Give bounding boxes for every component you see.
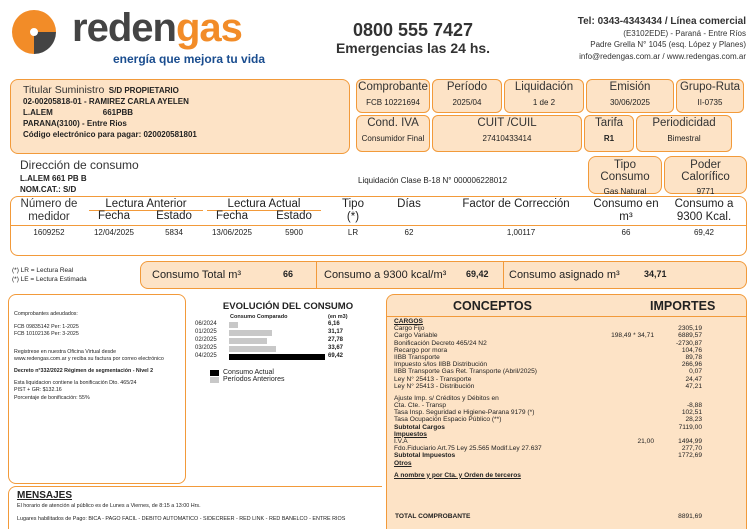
legend-anterior: Períodos Anteriores bbox=[223, 376, 285, 383]
concept-line bbox=[394, 340, 704, 347]
concept-value: 0,07 bbox=[689, 368, 702, 376]
h-dias: Días bbox=[397, 198, 421, 210]
tipo-consumo-box: Tipo Consumo Gas Natural bbox=[588, 156, 662, 194]
concept-value: 7119,00 bbox=[678, 423, 702, 431]
concept-value: 266,96 bbox=[681, 361, 702, 369]
info-label: Emisión bbox=[609, 81, 651, 93]
v-tipo: LR bbox=[347, 228, 359, 237]
evo-value: 69,42 bbox=[328, 353, 344, 359]
h-actual: Lectura Actual bbox=[207, 198, 321, 211]
concept-text: Tasa Ocupación Espacio Público (**) bbox=[394, 416, 502, 424]
concept-text: Ley N° 25413 - Distribución bbox=[394, 382, 475, 390]
concept-line bbox=[394, 409, 704, 416]
poder-calorifico-box: Poder Calorífico 9771 bbox=[664, 156, 747, 194]
concept-line bbox=[394, 452, 704, 459]
evo-row bbox=[195, 321, 385, 329]
concept-text: Impuestos bbox=[394, 430, 427, 438]
importes-title: IMPORTES bbox=[650, 299, 716, 313]
info-label: Período bbox=[446, 81, 488, 93]
evo-bar bbox=[229, 322, 238, 328]
total-comprobante-label: TOTAL COMPROBANTE bbox=[395, 513, 471, 520]
v-consumo-kcal: 69,42 bbox=[693, 228, 715, 237]
evo-row bbox=[195, 345, 385, 353]
hotline-phone: 0800 555 7427 bbox=[352, 20, 474, 40]
evo-bar bbox=[229, 330, 272, 336]
evo-value: 6,16 bbox=[328, 321, 340, 327]
info-cell-2 bbox=[584, 115, 634, 152]
concept-text: Cta. Cte. - Transp bbox=[394, 402, 447, 410]
brand-logo-icon bbox=[10, 8, 58, 56]
conceptos-title: CONCEPTOS bbox=[453, 299, 532, 313]
concept-text: Impuesto s/los IIBB Distribución bbox=[394, 361, 488, 369]
lectura-notes: (*) LR = Lectura Real (*) LE = Lectura Estimada bbox=[12, 267, 87, 283]
evo-value: 33,67 bbox=[328, 345, 344, 351]
evo-bar bbox=[229, 338, 267, 344]
h-tipo: Tipo (*) bbox=[342, 198, 364, 223]
h-consumo-m3: Consumo en m³ bbox=[593, 198, 659, 223]
left-info-box: Comprobantes adeudados: FCB 09835142 Per: 1-2025 FCB 10102136 Per: 3-2025 Registrese en nuestra Oficina Virtual desde www.redengas.com.ar y reciba su factura por correo electrónico Decreto n°332/2022 Régimen de segmentación - Nivel 2 Esta liquidacion contiene la bonificación Dto. 465/24 PIST + GR: $132.16 Porcentaje de bonificación: 55% bbox=[8, 294, 186, 484]
info-value: Consumidor Final bbox=[361, 134, 425, 143]
legend-anterior-swatch bbox=[210, 377, 219, 383]
evo-row bbox=[195, 329, 385, 337]
concept-text: IIBB Transporte bbox=[394, 353, 440, 361]
concept-value: 6889,57 bbox=[678, 332, 702, 340]
h-consumo-kcal: Consumo a 9300 Kcal. bbox=[674, 198, 734, 223]
concept-line bbox=[394, 325, 704, 332]
concept-value: 277,70 bbox=[681, 445, 702, 453]
concept-qty: 21,00 bbox=[637, 438, 654, 445]
info-value: 30/06/2025 bbox=[609, 98, 651, 107]
info-label: Periodicidad bbox=[652, 117, 716, 129]
concept-text: Otros bbox=[394, 459, 412, 467]
concept-value: 1772,69 bbox=[678, 452, 702, 460]
concept-text: Recargo por mora bbox=[394, 346, 448, 354]
info-cell-0 bbox=[356, 79, 430, 113]
legend-actual: Consumo Actual bbox=[223, 369, 274, 376]
titular-box: Titular Suministro S/D PROPIETARIO 02-00205818-01 - RAMIREZ CARLA AYELEN L.ALEM 661PBB PARANA(3100) - Entre Rios Código electrónico para pagar: 020020581801 bbox=[10, 79, 350, 154]
concept-value: 2305,19 bbox=[678, 325, 702, 333]
info-cell-4 bbox=[676, 79, 744, 113]
info-label: Cond. IVA bbox=[367, 117, 419, 129]
total-comprobante-value: 8891,69 bbox=[678, 513, 702, 520]
company-info: Tel: 0343-4343434 / Línea comercial (E3102EDE) - Paraná - Entre Ríos Padre Grella N° 1045 (esq. López y Planes) info@redengas.com.ar / www.redengas.com.ar bbox=[577, 16, 746, 61]
info-label: Tarifa bbox=[594, 117, 624, 129]
evo-row bbox=[195, 353, 385, 361]
concept-line bbox=[394, 431, 704, 438]
h-estado-act: Estado bbox=[276, 210, 312, 222]
h-estado-ant: Estado bbox=[156, 210, 192, 222]
direccion-label: Dirección de consumo bbox=[20, 158, 139, 172]
concept-line bbox=[394, 332, 704, 339]
direccion-line1: L.ALEM 661 PB B bbox=[20, 174, 87, 183]
info-cell-2 bbox=[504, 79, 584, 113]
direccion-line2: NOM.CAT.: S/D bbox=[20, 185, 77, 194]
concept-value: 89,78 bbox=[685, 353, 702, 361]
lecturas-table bbox=[10, 196, 747, 256]
h-medidor: Número de medidor bbox=[20, 198, 78, 223]
evo-value: 31,17 bbox=[328, 329, 344, 335]
brand-name: redengas bbox=[72, 6, 242, 50]
evo-period: 01/2025 bbox=[195, 329, 217, 335]
h-anterior: Lectura Anterior bbox=[89, 198, 203, 211]
h-fecha-ant: Fecha bbox=[98, 210, 130, 222]
info-label: CUIT /CUIL bbox=[477, 117, 537, 129]
concept-line bbox=[394, 460, 704, 467]
info-cell-3 bbox=[586, 79, 674, 113]
info-label: Liquidación bbox=[514, 81, 574, 93]
totals-bar: Consumo Total m³ 66 Consumo a 9300 kcal/m³ 69,42 Consumo asignado m³ 34,71 bbox=[140, 261, 747, 289]
evo-period: 06/2024 bbox=[195, 321, 217, 327]
concept-value: -2730,87 bbox=[675, 339, 702, 347]
evo-bar bbox=[229, 346, 276, 352]
v-dias: 62 bbox=[404, 228, 414, 237]
concept-value: 47,21 bbox=[685, 382, 702, 390]
hotline-emergency: Emergencias las 24 hs. bbox=[335, 40, 491, 56]
h-factor: Factor de Corrección bbox=[462, 198, 570, 210]
concept-value: 104,76 bbox=[681, 346, 702, 354]
concept-line bbox=[394, 438, 704, 445]
brand-tagline: energía que mejora tu vida bbox=[113, 52, 266, 66]
info-value: 27410433414 bbox=[482, 134, 532, 143]
evo-period: 02/2025 bbox=[195, 337, 217, 343]
concept-text: A nombre y por Cta. y Orden de terceros bbox=[394, 471, 521, 479]
evo-period: 03/2025 bbox=[195, 345, 217, 351]
concept-text: Cargo Fijo bbox=[394, 325, 425, 333]
info-value: R1 bbox=[603, 134, 615, 143]
concept-line bbox=[394, 368, 704, 375]
mensajes-box: MENSAJES El horario de atención al público es de Lunes a Viernes, de 8:15 a 13:00 Hrs. Lugares habilitados de Pago: BICA - PAGO FACIL - DEBITO AUTOMATICO - SIDECREER - RED LINK - RED BANELCO - ENTRE RIOS bbox=[8, 486, 382, 529]
info-cell-1 bbox=[432, 115, 582, 152]
v-medidor: 1609252 bbox=[33, 228, 65, 237]
concept-text: Subtotal Impuestos bbox=[394, 452, 456, 460]
concept-line bbox=[394, 472, 704, 479]
v-factor: 1,00117 bbox=[506, 228, 536, 237]
concept-text: I.V.A bbox=[394, 438, 408, 445]
v-estado-act: 5900 bbox=[285, 228, 303, 237]
info-value: II-0735 bbox=[697, 98, 723, 107]
evo-period: 04/2025 bbox=[195, 353, 217, 359]
concept-value: -8,88 bbox=[686, 402, 702, 410]
concept-value: 28,23 bbox=[685, 416, 702, 424]
evo-row bbox=[195, 337, 385, 345]
concept-text: Cargo Variable bbox=[394, 332, 438, 340]
legend-actual-swatch bbox=[210, 370, 219, 376]
info-value: FCB 10221694 bbox=[366, 98, 420, 107]
concept-line bbox=[394, 354, 704, 361]
concept-line bbox=[394, 445, 704, 452]
liquidacion-clase: Liquidación Clase B-18 N° 000006228012 bbox=[358, 176, 508, 185]
v-fecha-act: 13/06/2025 bbox=[211, 228, 253, 237]
info-value: Bimestral bbox=[667, 134, 701, 143]
v-estado-ant: 5834 bbox=[165, 228, 183, 237]
info-value: 1 de 2 bbox=[532, 98, 556, 107]
concept-text: Bonificación Decreto 465/24 N2 bbox=[394, 339, 487, 347]
concept-line bbox=[394, 361, 704, 368]
concept-line bbox=[394, 347, 704, 354]
concept-value: 102,51 bbox=[681, 409, 702, 417]
concept-text: Ajuste Imp. s/ Créditos y Débitos en bbox=[394, 394, 499, 402]
evo-value: 27,78 bbox=[328, 337, 344, 343]
concept-line bbox=[394, 376, 704, 383]
v-consumo-m3: 66 bbox=[621, 228, 631, 237]
info-cell-0 bbox=[356, 115, 430, 152]
concept-text: Tasa Insp. Seguridad e Higiene-Parana 9179 (*) bbox=[394, 409, 535, 417]
concept-line bbox=[394, 424, 704, 431]
info-cell-1 bbox=[432, 79, 502, 113]
info-value: 2025/04 bbox=[452, 98, 482, 107]
h-fecha-act: Fecha bbox=[216, 210, 248, 222]
info-grid bbox=[355, 79, 747, 154]
concept-value: 1494,99 bbox=[678, 438, 702, 445]
info-label: Comprobante bbox=[358, 81, 428, 93]
conceptos-box bbox=[386, 294, 747, 529]
concept-text: Ley N° 25413 - Transporte bbox=[394, 375, 472, 383]
concept-line bbox=[394, 402, 704, 409]
concept-text: CARGOS bbox=[394, 318, 423, 325]
info-cell-3 bbox=[636, 115, 732, 152]
concept-text: Subtotal Cargos bbox=[394, 423, 445, 431]
evo-bar bbox=[229, 354, 325, 360]
concept-line bbox=[394, 318, 704, 325]
concept-line bbox=[394, 395, 704, 402]
concept-line bbox=[394, 416, 704, 423]
concept-line bbox=[394, 383, 704, 390]
concept-qty: 198,49 * 34,71 bbox=[611, 332, 654, 340]
evolucion-chart: EVOLUCIÓN DEL CONSUMO Consumo Comparado (en m3) 06/2024 6,16 01/2025 31,17 02/2025 27,78 03/2025 33,67 04/2025 69,42 Consumo Actual Períodos Anteriores bbox=[190, 294, 386, 484]
concept-text: Fdo.Fiduciario Art.75 Ley 25.565 Modif.Ley 27.637 bbox=[394, 445, 542, 453]
concept-text: IIBB Transporte Gas Ret. Transporte (Abril/2025) bbox=[394, 368, 537, 376]
info-label: Grupo-Ruta bbox=[679, 81, 741, 93]
mensajes-title: MENSAJES bbox=[17, 490, 73, 501]
concept-value: 24,47 bbox=[685, 375, 702, 383]
evolucion-title: EVOLUCIÓN DEL CONSUMO bbox=[222, 301, 354, 312]
v-fecha-ant: 12/04/2025 bbox=[93, 228, 135, 237]
